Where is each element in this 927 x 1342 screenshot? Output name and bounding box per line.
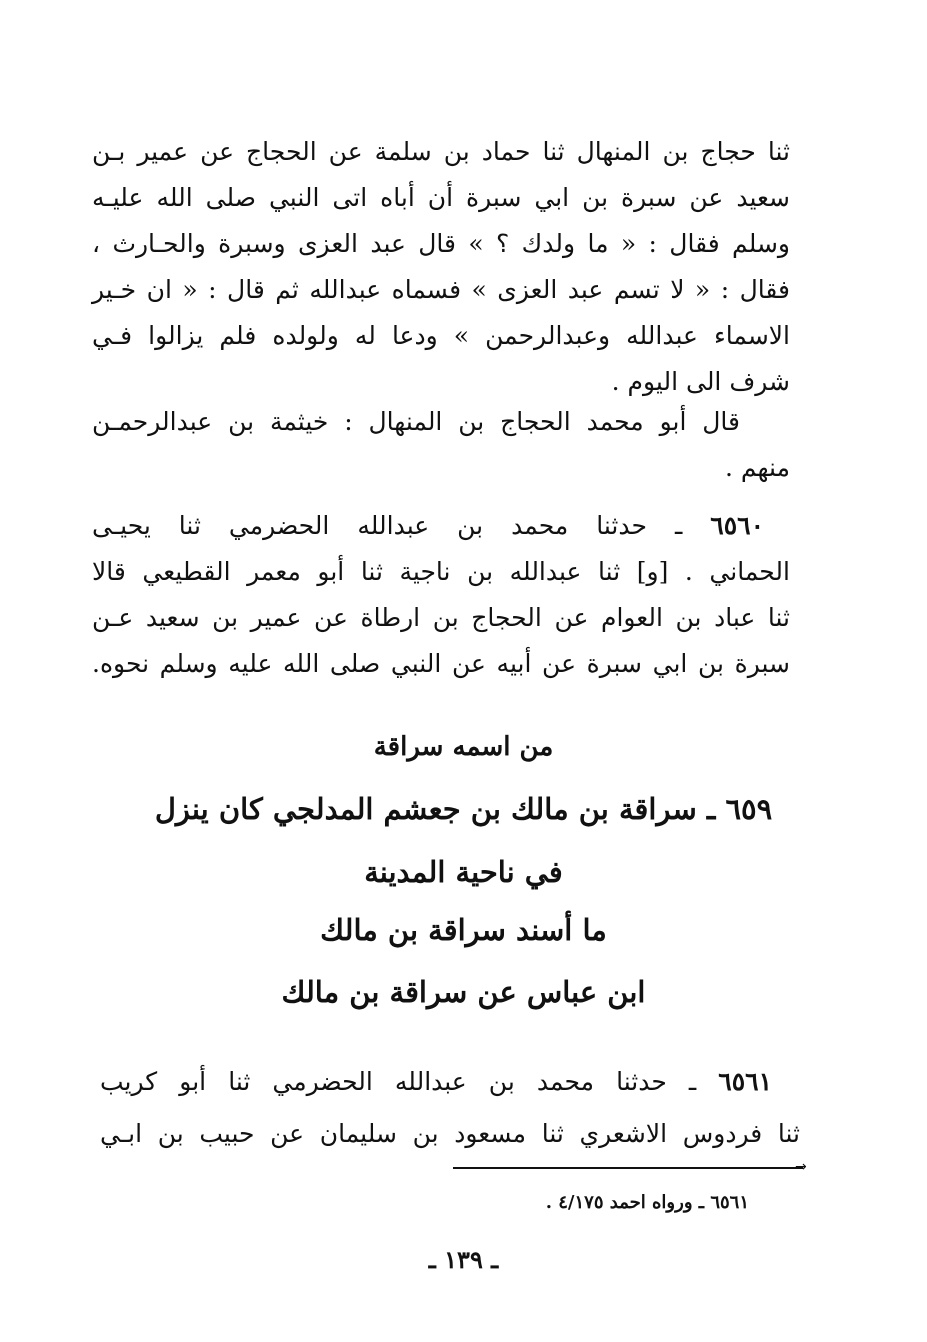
paragraph-line: سبرة بن ابي سبرة عن أبيه عن النبي صلى الله عليه وسلم نحوه. bbox=[92, 649, 790, 678]
entry-heading: في ناحية المدينة bbox=[364, 855, 563, 889]
paragraph-line: ثنا عباد بن العوام عن الحجاج بن ارطاة عن عمير بن سعيد عـن bbox=[92, 603, 790, 632]
footnote: ٦٥٦١ ـ ورواه احمد ٤/١٧٥ . bbox=[545, 1192, 749, 1213]
hadith-number: ٦٥٦٠ bbox=[710, 511, 765, 540]
footnote-separator bbox=[453, 1167, 803, 1169]
section-heading: من اسمه سراقة bbox=[373, 732, 554, 762]
hadith-first-line bbox=[92, 508, 764, 544]
paragraph-line: شرف الى اليوم . bbox=[611, 367, 790, 396]
paragraph-line: الحماني . [و] ثنا عبدالله بن ناجية ثنا أبو معمر القطيعي قالا bbox=[92, 557, 790, 586]
paragraph-line: ثنا فردوس الاشعري ثنا مسعود بن سليمان عن حبيب بن ابـي bbox=[100, 1119, 800, 1148]
entry-heading: ٦٥٩ ـ سراقة بن مالك بن جعشم المدلجي كان ينزل bbox=[154, 792, 773, 826]
arrow-icon: → bbox=[795, 1159, 807, 1175]
hadith-first-line bbox=[100, 1064, 772, 1100]
hadith-text: ـ حدثنا محمد بن عبدالله الحضرمي ثنا أبو كريب bbox=[100, 1067, 697, 1096]
paragraph-line: سعيد عن سبرة بن ابي سبرة أن أباه اتى النبي صلى الله عليـه bbox=[92, 183, 790, 212]
paragraph-line: فقال : « لا تسم عبد العزى » فسماه عبدالله ثم قال : « ان خـير bbox=[92, 275, 790, 304]
paragraph-line: منهم . bbox=[725, 453, 790, 482]
paragraph-line: الاسماء عبدالله وعبدالرحمن » ودعا له ولولده فلم يزالوا فـي bbox=[92, 321, 790, 350]
paragraph-line: وسلم فقال : « ما ولدك ؟ » قال عبد العزى وسبرة والحـارث ، bbox=[92, 229, 790, 258]
hadith-text: ـ حدثنا محمد بن عبدالله الحضرمي ثنا يحيـى bbox=[92, 511, 683, 540]
subheading: ما أسند سراقة بن مالك bbox=[320, 913, 607, 947]
paragraph-line: ثنا حجاج بن المنهال ثنا حماد بن سلمة عن الحجاج عن عمير بـن bbox=[92, 137, 790, 166]
page-number: ـ ١٣٩ ـ bbox=[428, 1245, 499, 1274]
subheading: ابن عباس عن سراقة بن مالك bbox=[281, 975, 646, 1009]
hadith-number: ٦٥٦١ bbox=[718, 1067, 772, 1096]
paragraph-line: قال أبو محمد الحجاج بن المنهال : خيثمة بن عبدالرحمـن bbox=[92, 407, 740, 436]
